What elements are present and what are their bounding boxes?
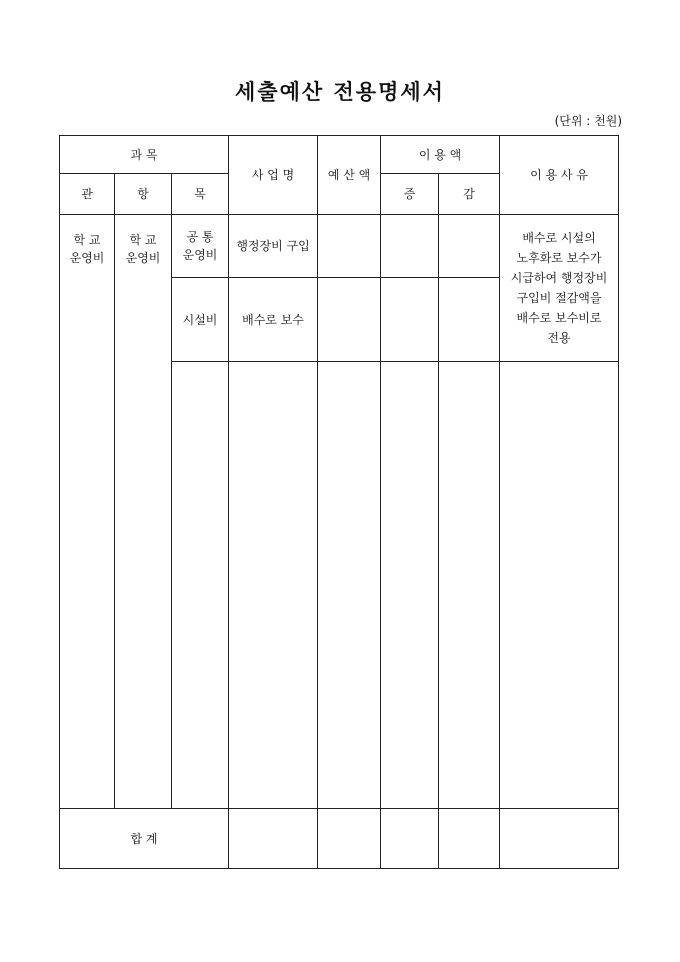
hang-cell: 학 교 운영비 <box>115 215 172 809</box>
mok-cell-1: 공 통 운영비 <box>172 215 229 278</box>
total-budget <box>318 809 381 869</box>
total-reason <box>500 809 619 869</box>
total-project <box>229 809 318 869</box>
mok-cell-2: 시설비 <box>172 278 229 362</box>
budget-cell-2 <box>318 278 381 362</box>
increase-cell-blank <box>381 362 439 809</box>
header-transfer-reason: 이 용 사 유 <box>500 136 619 215</box>
decrease-cell-1 <box>439 215 500 278</box>
decrease-cell-blank <box>439 362 500 809</box>
total-increase <box>381 809 439 869</box>
header-budget-amount: 예 산 액 <box>318 136 381 215</box>
reason-cell: 배수로 시설의 노후화로 보수가 시급하여 행정장비 구입비 절감액을 배수로 보수비로 전용 <box>500 215 619 362</box>
project-cell-blank <box>229 362 318 809</box>
header-mok: 목 <box>172 174 229 215</box>
total-decrease <box>439 809 500 869</box>
header-gwan: 관 <box>60 174 115 215</box>
header-decrease: 감 <box>439 174 500 215</box>
document-title: 세출예산 전용명세서 <box>235 79 445 104</box>
budget-cell-1 <box>318 215 381 278</box>
budget-transfer-table <box>59 135 619 869</box>
gwan-cell: 학 교 운영비 <box>60 215 115 809</box>
mok-cell-blank <box>172 362 229 809</box>
decrease-cell-2 <box>439 278 500 362</box>
project-cell-1: 행정장비 구입 <box>229 215 318 278</box>
header-subject: 과 목 <box>60 136 229 174</box>
total-label: 합 계 <box>60 809 229 869</box>
header-project-name: 사 업 명 <box>229 136 318 215</box>
budget-cell-blank <box>318 362 381 809</box>
increase-cell-1 <box>381 215 439 278</box>
increase-cell-2 <box>381 278 439 362</box>
project-cell-2: 배수로 보수 <box>229 278 318 362</box>
unit-note: (단위 : 천원) <box>554 114 622 128</box>
reason-cell-blank <box>500 362 619 809</box>
header-increase: 증 <box>381 174 439 215</box>
header-hang: 항 <box>115 174 172 215</box>
header-transfer-amount: 이 용 액 <box>381 136 500 174</box>
